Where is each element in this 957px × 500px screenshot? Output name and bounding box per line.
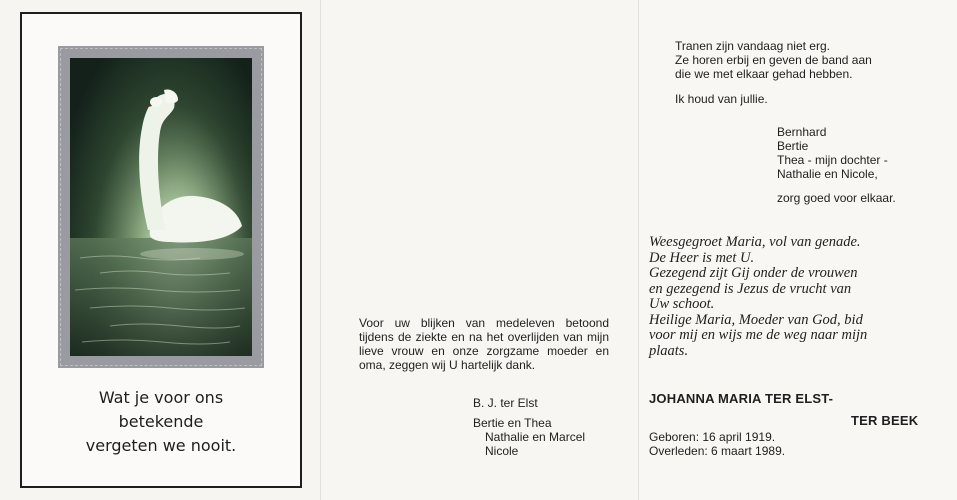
signer-name: B. J. ter Elst [473,396,538,410]
swan-photo [70,58,252,356]
family-name: Bernhard [777,125,827,139]
prayer-line: plaats. [649,342,689,359]
farewell-closing: zorg goed voor elkaar. [777,191,896,205]
prayer-line: en gezegend is Jezus de vrucht van [649,280,852,297]
motto-line: betekende [118,412,204,431]
photo-border [58,46,264,368]
card-frame [20,12,302,488]
farewell-line: die we met elkaar gehad hebben. [675,67,853,81]
prayer-line: Gezegend zijt Gij onder de vrouwen [649,265,858,281]
farewell-line: Tranen zijn vandaag niet erg. [675,39,830,53]
family-name: Nicole [485,444,519,458]
family-name: Bertie [777,139,809,153]
family-name: Nathalie en Nicole, [777,167,878,181]
thanks-panel [320,0,638,500]
prayer-text [649,235,923,359]
prayer-line: De Heer is met U. [649,249,755,266]
deceased-name: TER BEEK [851,413,919,428]
deceased-name: JOHANNA MARIA TER ELST- [649,391,834,406]
memorial-panel [638,0,957,500]
prayer-line: Uw schoot. [649,296,715,312]
prayer-line: Heilige Maria, Moeder van God, bid [649,311,863,328]
thanks-paragraph: Voor uw blijken van medeleven betoond tijdens de ziekte en na het overlijden van mijn lieve vrouw en onze zorgzame moeder en oma, zeggen wij U hartelijk dank. [359,316,609,372]
front-panel [0,0,320,500]
motto-line: vergeten we nooit. [85,436,237,455]
death-date: Overleden: 6 maart 1989. [649,444,786,458]
family-name: Thea - mijn dochter - [777,153,888,167]
prayer-line: voor mij en wijs me de weg naar mijn [649,327,868,343]
prayer-line: Weesgegroet Maria, vol van genade. [649,234,861,250]
family-name: Bertie en Thea [473,416,552,430]
birth-date: Geboren: 16 april 1919. [649,430,776,444]
family-name: Nathalie en Marcel [485,430,586,444]
motto-line: Wat je voor ons [98,388,224,407]
farewell-love: Ik houd van jullie. [675,92,768,106]
farewell-line: Ze horen erbij en geven de band aan [675,53,872,67]
swan-illustration [70,58,252,356]
